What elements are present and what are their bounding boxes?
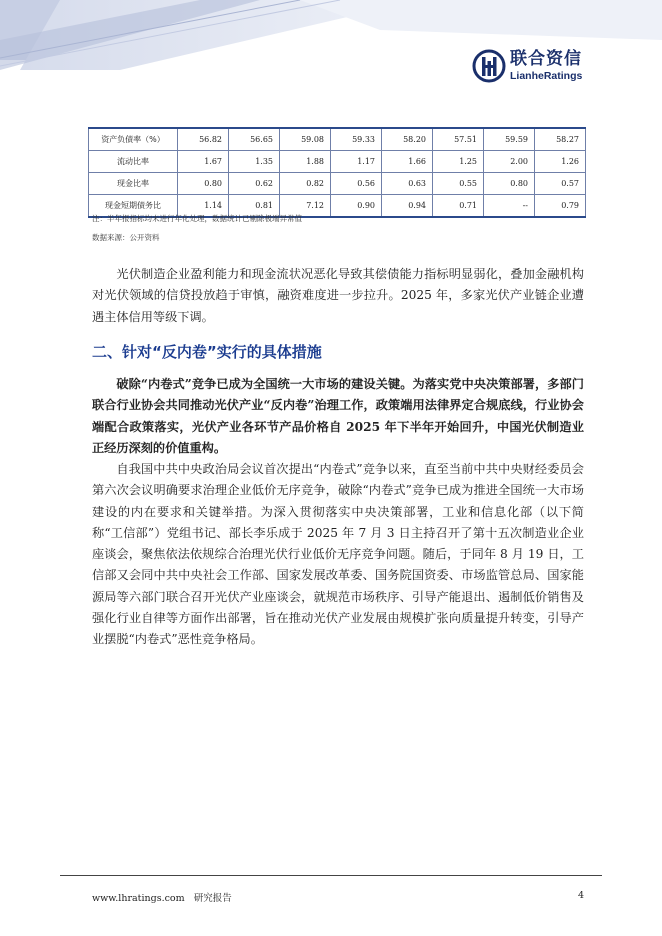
financial-ratio-table: [88, 127, 586, 218]
footer-divider: [60, 875, 602, 876]
footer-website: www.lhratings.com: [92, 893, 185, 904]
table-cell: 59.33: [331, 128, 382, 151]
brand-name-en: LianheRatings: [510, 69, 583, 82]
table-cell: 0.81: [229, 195, 280, 218]
footer-report-type: 研究报告: [193, 893, 232, 904]
lianhe-logo-icon: [472, 49, 506, 83]
data-source: 数据来源：公开资料: [92, 233, 160, 242]
paragraph-policy-measures: 自我国中共中央政治局会议首次提出“内卷式”竞争以来，直至当前中共中央财经委员会第六次会议明确要求治理企业低价无序竞争，破除“内卷式”竞争已成为推进全国统一大市场建设的内在要求和关键举措。为深入贯彻落实中央决策部署，工业和信息化部（以下简称“工信部”）党组书记、部长李乐成于 2025 年 7 月 3 日主持召开了第十五次制造业企业座谈会，聚焦依法依规综合治理光伏行业低价无序竞争问题。随后，于同年 8 月 19 日，工信部又会同中共中央社会工作部、国家发展改革委、国务院国资委、市场监管总局、国家能源局等六部门联合召开光伏产业座谈会，就规范市场秩序、引导产能退出、遏制低价销售及强化行业自律等方面作出部署，旨在推动光伏产业发展由规模扩张向质量提升转变，引导产业摆脱“内卷式”恶性竞争格局。: [92, 462, 584, 647]
table-cell: 0.94: [382, 195, 433, 218]
row-label: 现金比率: [89, 173, 178, 195]
table-cell: 1.14: [178, 195, 229, 218]
table-cell: 0.90: [331, 195, 382, 218]
table-row: [89, 151, 586, 173]
table-cell: 0.56: [331, 173, 382, 195]
brand-name-cn: 联合资信: [510, 48, 582, 69]
table-cell: 0.62: [229, 173, 280, 195]
table-cell: 1.25: [433, 151, 484, 173]
row-label: 流动比率: [89, 151, 178, 173]
table-cell: 59.08: [280, 128, 331, 151]
table-note: 注：半年报指标均未进行年化处理，数据统计已剔除极端异常值: [92, 214, 302, 223]
table-cell: 1.66: [382, 151, 433, 173]
table-cell: 2.00: [484, 151, 535, 173]
paragraph-credit-risk: 光伏制造企业盈利能力和现金流状况恶化导致其偿债能力指标明显弱化，叠加金融机构对光伏领域的信贷投放趋于审慎，融资难度进一步拉升。2025 年，多家光伏产业链企业遭遇主体信用等级下调。: [92, 267, 584, 324]
table-cell: 0.63: [382, 173, 433, 195]
table-cell: --: [484, 195, 535, 218]
table-cell: 7.12: [280, 195, 331, 218]
paragraph-summary-bold: 破除“内卷式”竞争已成为全国统一大市场的建设关键。为落实党中央决策部署，多部门联合行业协会共同推动光伏产业“反内卷”治理工作，政策端用法律界定合规底线，行业协会端配合政策落实，光伏产业各环节产品价格自 2025 年下半年开始回升，中国光伏制造业正经历深刻的价值重构。: [92, 377, 584, 455]
table-cell: 56.82: [178, 128, 229, 151]
table-cell: 0.79: [535, 195, 586, 218]
table-cell: 57.51: [433, 128, 484, 151]
row-label: 现金短期债务比: [89, 195, 178, 218]
table-cell: 1.88: [280, 151, 331, 173]
table-row: [89, 173, 586, 195]
table-cell: 1.17: [331, 151, 382, 173]
section-heading: 二、针对“反内卷”实行的具体措施: [92, 343, 322, 361]
table-cell: 56.65: [229, 128, 280, 151]
table-cell: 0.71: [433, 195, 484, 218]
footer-site: [92, 890, 232, 904]
table-cell: 1.35: [229, 151, 280, 173]
table-row: [89, 128, 586, 151]
table-cell: 58.27: [535, 128, 586, 151]
table-cell: 59.59: [484, 128, 535, 151]
table-cell: 58.20: [382, 128, 433, 151]
table-cell: 1.26: [535, 151, 586, 173]
page-number: 4: [578, 890, 585, 901]
table-cell: 0.80: [178, 173, 229, 195]
table-cell: 0.55: [433, 173, 484, 195]
brand-logo: [472, 49, 582, 83]
table-cell: 1.67: [178, 151, 229, 173]
table-cell: 0.80: [484, 173, 535, 195]
table-cell: 0.57: [535, 173, 586, 195]
table-cell: 0.82: [280, 173, 331, 195]
row-label: 资产负债率（%）: [89, 128, 178, 151]
